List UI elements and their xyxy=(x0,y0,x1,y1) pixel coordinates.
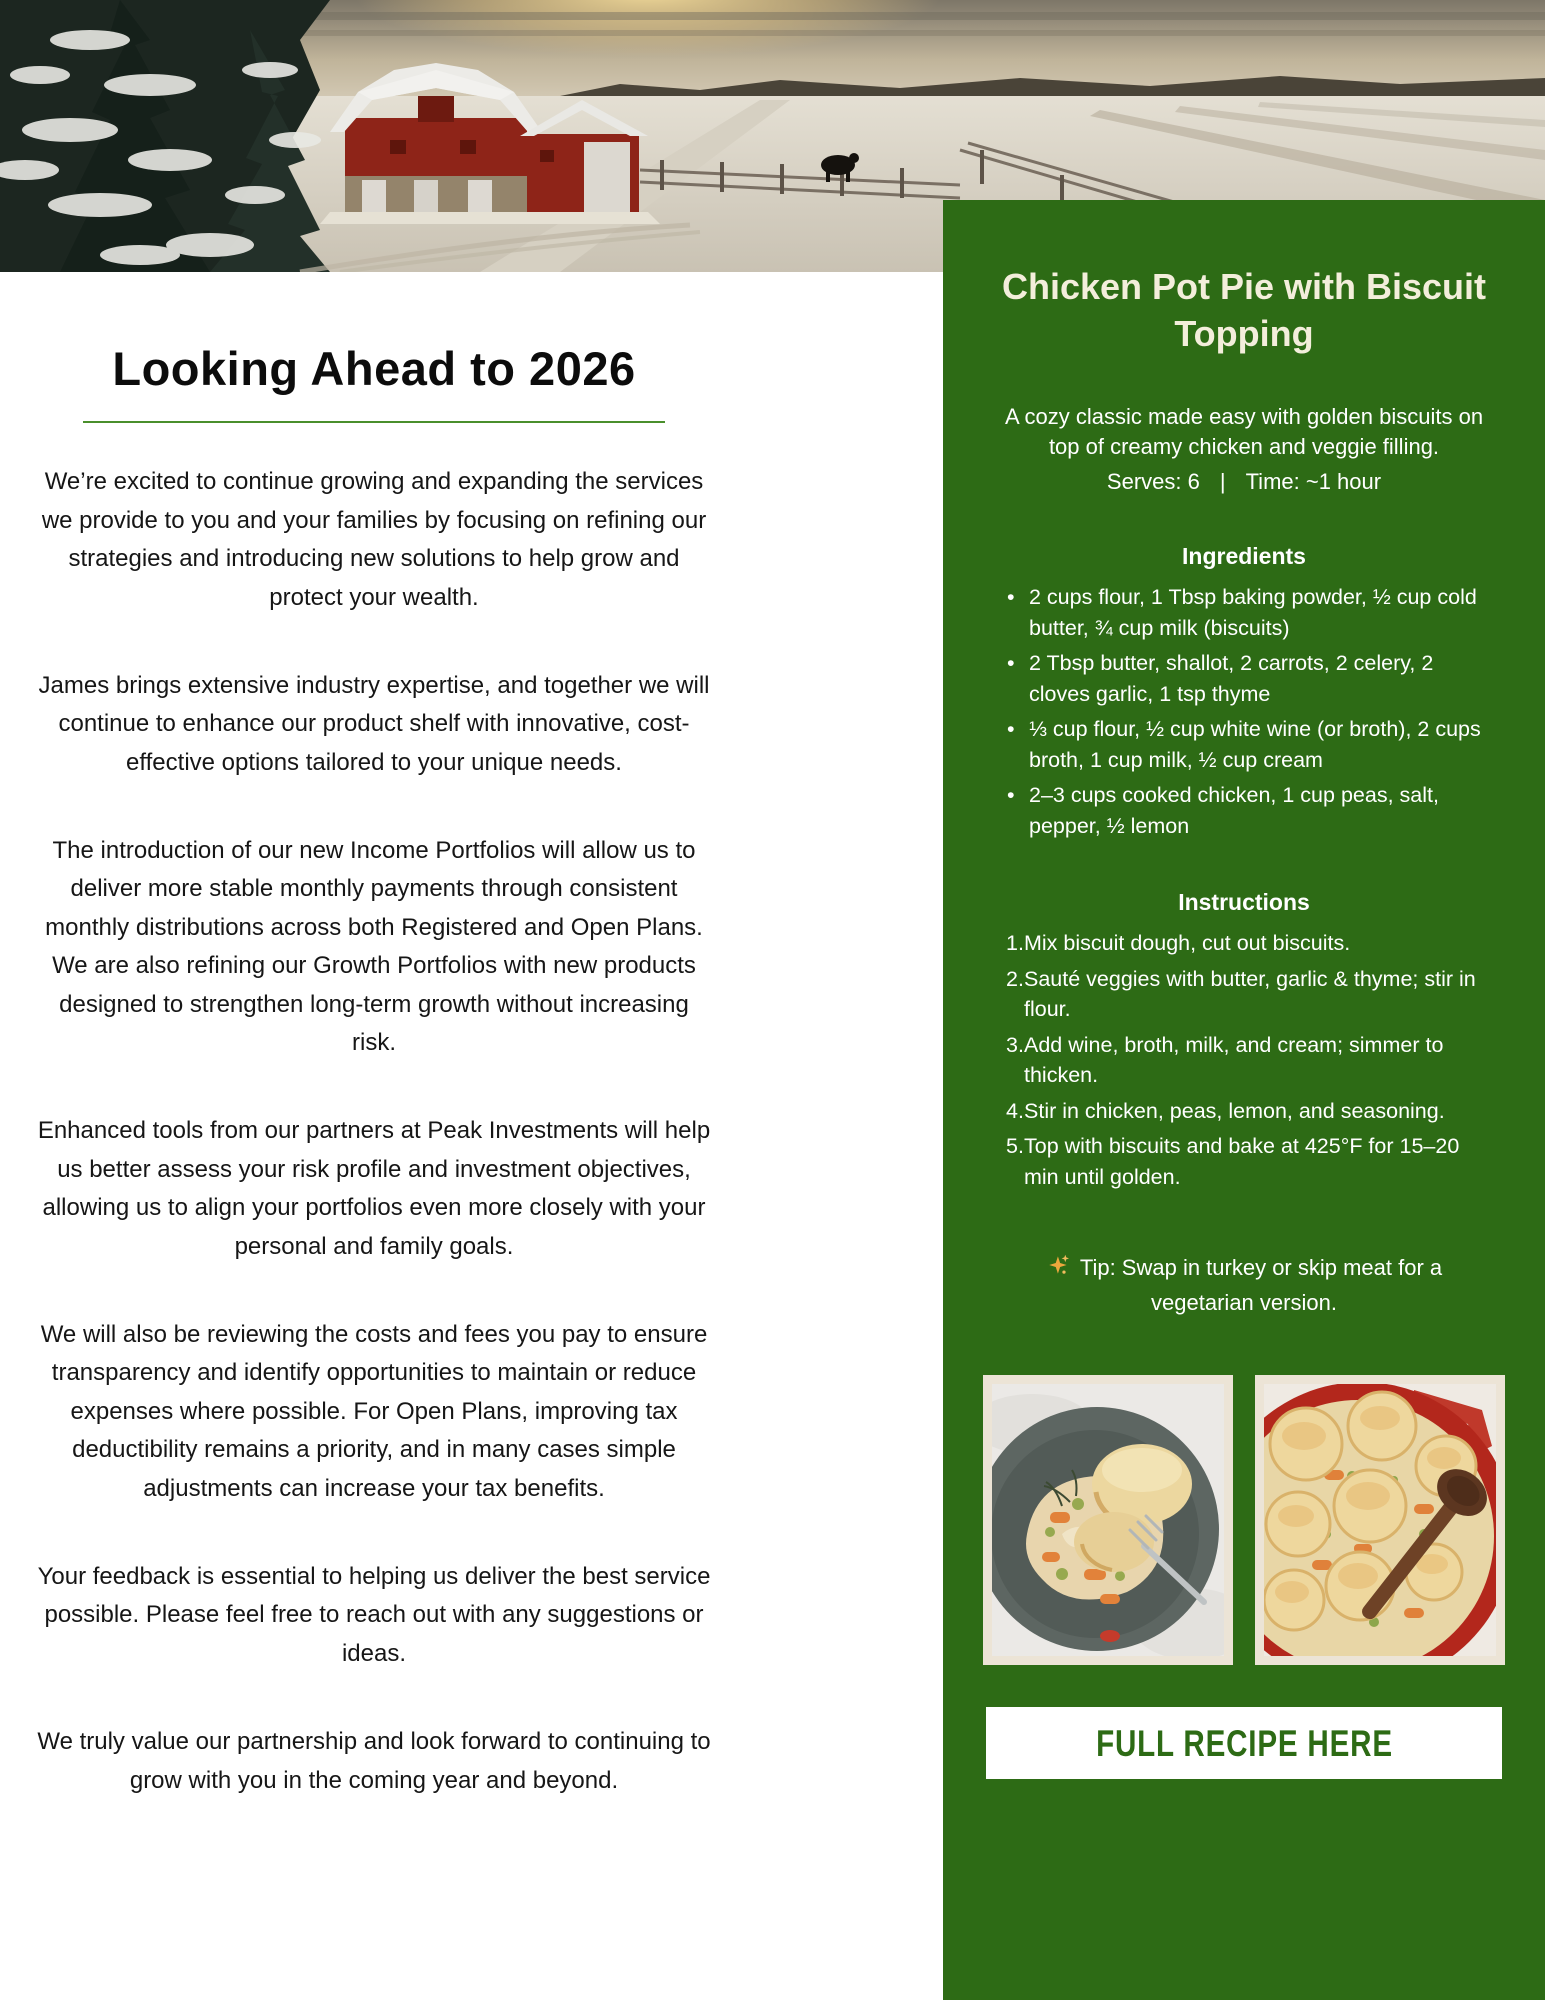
title-divider xyxy=(83,421,665,423)
recipe-title: Chicken Pot Pie with Biscuit Topping xyxy=(1001,266,1487,354)
paragraph: We will also be reviewing the costs and fees you pay to ensure transparency and identify opportunities to maintain or reduce expenses where possible. For Open Plans, improving tax deductibility remains a priority, and in many cases simple adjustments can increase your tax benefits. xyxy=(40,1320,708,1502)
recipe-description: A cozy classic made easy with golden biscuits on top of creamy chicken and veggie filling. xyxy=(1004,403,1484,460)
paragraph: James brings extensive industry expertise, and together we will continue to enhance our product shelf with innovative, cost-effective options tailored to your unique needs. xyxy=(38,671,710,776)
main-article xyxy=(36,272,712,1800)
instructions-list xyxy=(994,928,1494,1192)
skillet-photo xyxy=(1255,1375,1505,1665)
instruction-item: Mix biscuit dough, cut out biscuits. xyxy=(1024,931,1351,956)
instruction-item: Sauté veggies with butter, garlic & thyme; stir in flour. xyxy=(1024,966,1476,1022)
serves-time xyxy=(979,469,1509,495)
article-body xyxy=(36,463,712,1800)
paragraph: Your feedback is essential to helping us deliver the best service possible. Please feel free to reach out with any suggestions or ideas. xyxy=(37,1562,711,1667)
full-recipe-button[interactable] xyxy=(986,1707,1502,1779)
tip-text: Tip: Swap in turkey or skip meat for a vegetarian version. xyxy=(1079,1255,1443,1316)
recipe-tip xyxy=(1004,1252,1484,1319)
full-recipe-button-label: FULL RECIPE HERE xyxy=(1095,1723,1393,1765)
page-title: Looking Ahead to 2026 xyxy=(112,342,636,395)
instructions-heading: Instructions xyxy=(1178,889,1310,916)
instruction-item: Stir in chicken, peas, lemon, and seasoning. xyxy=(1024,1098,1445,1123)
ingredient-item: • ⅓ cup flour, ½ cup white wine (or broth), 2 cups broth, 1 cup milk, ½ cup cream xyxy=(1001,714,1487,775)
ingredient-item: • 2 cups flour, 1 Tbsp baking powder, ½ cup cold butter, ¾ cup milk (biscuits) xyxy=(1001,582,1487,643)
serves-value: Serves: 6 xyxy=(1106,469,1200,495)
paragraph: The introduction of our new Income Portfolios will allow us to deliver more stable monthly payments through consistent monthly distributions across both Registered and Open Plans. We are also refining our Growth Portfolios with new products designed to strengthen long-term growth without increasing risk. xyxy=(45,837,703,1057)
serves-time-separator: | xyxy=(1219,469,1226,495)
ingredient-item: • 2–3 cups cooked chicken, 1 cup peas, salt, pepper, ½ lemon xyxy=(1001,780,1487,841)
bowl-photo xyxy=(983,1375,1233,1665)
ingredient-item: • 2 Tbsp butter, shallot, 2 carrots, 2 celery, 2 cloves garlic, 1 tsp thyme xyxy=(1001,648,1487,709)
time-value: Time: ~1 hour xyxy=(1245,469,1382,495)
instruction-item: Top with biscuits and bake at 425°F for 15–20 min until golden. xyxy=(1024,1134,1460,1189)
ingredients-list xyxy=(1001,582,1487,841)
sparkles-icon xyxy=(1046,1252,1072,1287)
recipe-sidebar xyxy=(943,200,1545,2000)
paragraph: We truly value our partnership and look forward to continuing to grow with you in the coming year and beyond. xyxy=(37,1728,711,1794)
instruction-item: Add wine, broth, milk, and cream; simmer to thicken. xyxy=(1024,1032,1444,1088)
recipe-photos xyxy=(979,1375,1509,1665)
button-row xyxy=(979,1707,1509,1779)
paragraph: We’re excited to continue growing and expanding the services we provide to you and your families by focusing on refining our strategies and introducing new solutions to help grow and protect your wealth. xyxy=(41,468,707,611)
paragraph: Enhanced tools from our partners at Peak Investments will help us better assess your risk profile and investment objectives, allowing us to align your portfolios even more closely with your personal and family goals. xyxy=(37,1117,711,1260)
ingredients-heading: Ingredients xyxy=(1182,543,1306,570)
